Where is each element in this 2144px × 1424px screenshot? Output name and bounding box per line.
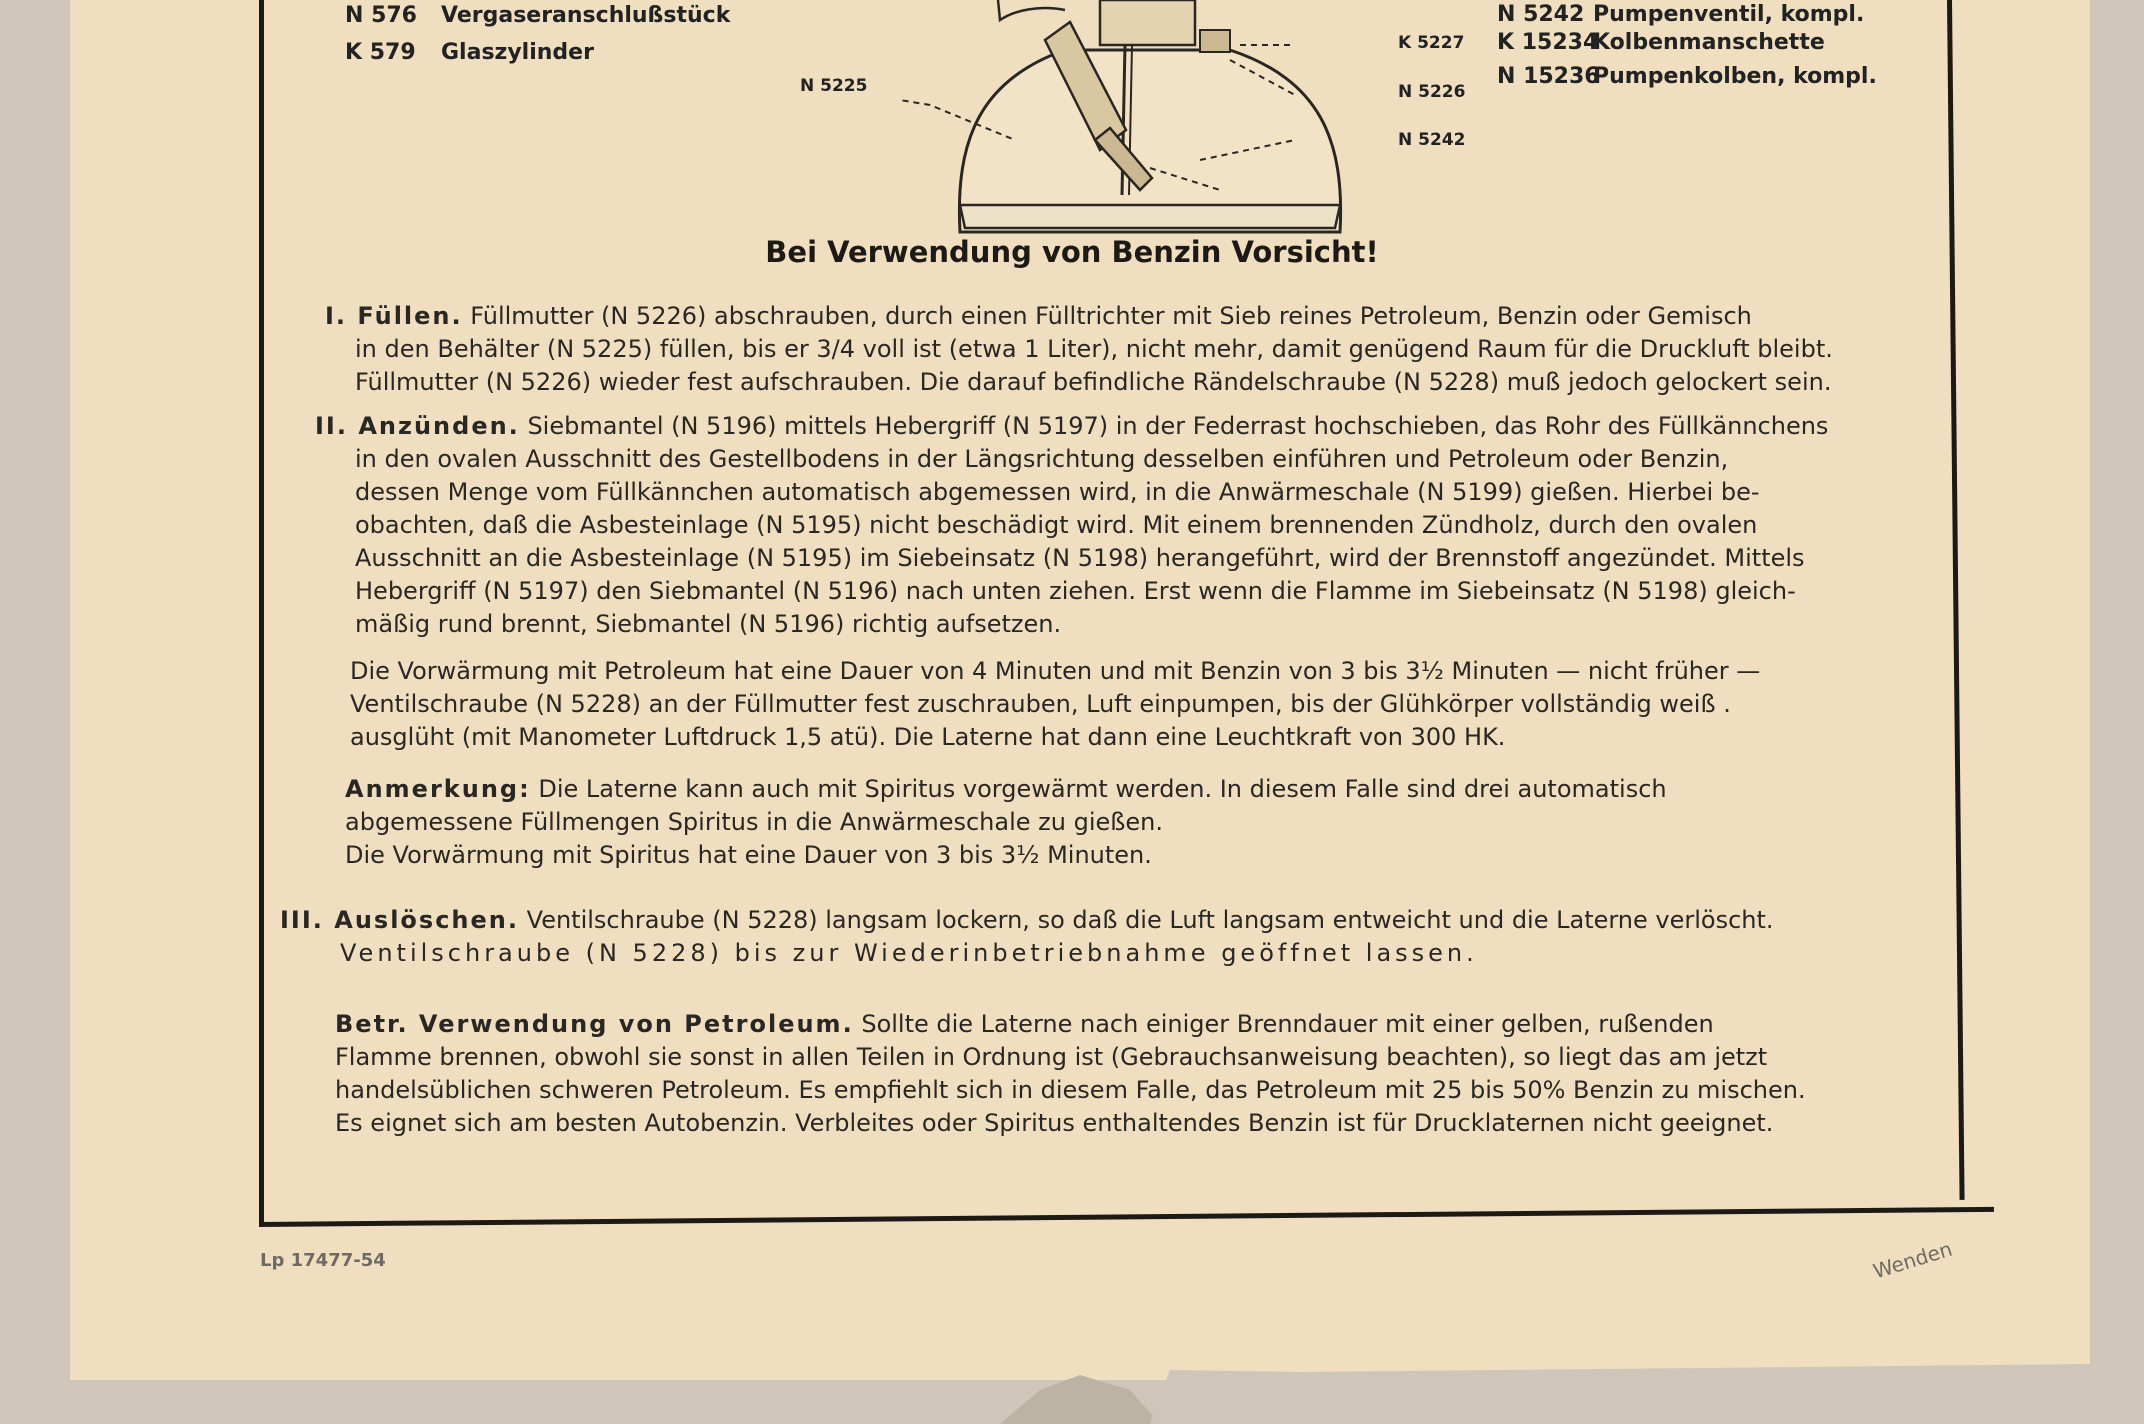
text-line: Füllmutter (N 5226) abschrauben, durch einen Fülltrichter mit Sieb reines Petroleum, Benzin oder Gemisch xyxy=(470,302,1752,330)
text-line: Ventilschraube (N 5228) an der Füllmutter fest zuschrauben, Luft einpumpen, bis der Glühkörper vollständig weiß . xyxy=(350,690,1731,718)
part-code: N 576 xyxy=(345,3,417,28)
section-lighting-preheat xyxy=(350,655,1760,754)
part-label: Pumpenventil, kompl. xyxy=(1593,2,1865,27)
parts-list-right-item xyxy=(1497,32,1825,54)
section-label: Anmerkung: xyxy=(345,775,531,803)
section-label: II. Anzünden. xyxy=(315,412,520,440)
part-label: Pumpenkolben, kompl. xyxy=(1593,64,1877,89)
text-line: Es eignet sich am besten Autobenzin. Verbleites oder Spiritus enthaltendes Benzin ist für Drucklaternen nicht geeignet. xyxy=(335,1109,1774,1137)
text-line: Die Vorwärmung mit Spiritus hat eine Dauer von 3 bis 3½ Minuten. xyxy=(345,841,1152,869)
text-line: mäßig rund brennt, Siebmantel (N 5196) richtig aufsetzen. xyxy=(355,610,1062,638)
part-code: N 15236 xyxy=(1497,64,1600,89)
text-line: Flamme brennen, obwohl sie sonst in allen Teilen in Ordnung ist (Gebrauchsanweisung beachten), so liegt das am jetzt xyxy=(335,1043,1768,1071)
parts-list-left-item xyxy=(345,5,730,27)
diagram-callout: N 5242 xyxy=(1398,130,1466,150)
section-label: I. Füllen. xyxy=(325,302,463,330)
section-note xyxy=(345,773,1667,872)
text-line: Füllmutter (N 5226) wieder fest aufschrauben. Die darauf befindliche Rändelschraube (N 5228) muß jedoch gelockert sein. xyxy=(355,368,1832,396)
part-code: K 15234 xyxy=(1497,30,1599,55)
text-line: Ausschnitt an die Asbesteinlage (N 5195) im Siebeinsatz (N 5198) herangeführt, wird der Brennstoff angezündet. Mittels xyxy=(355,544,1805,572)
lantern-base-diagram xyxy=(900,0,1460,240)
text-line: Siebmantel (N 5196) mittels Hebergriff (N 5197) in der Federrast hochschieben, das Rohr des Füllkännchens xyxy=(527,412,1829,440)
part-code: K 579 xyxy=(345,40,416,65)
text-line: in den Behälter (N 5225) füllen, bis er 3/4 voll ist (etwa 1 Liter), nicht mehr, damit genügend Raum für die Druckluft bleibt. xyxy=(355,335,1833,363)
parts-list-left-item xyxy=(345,42,594,64)
diagram-callout: K 5227 xyxy=(1398,33,1465,53)
text-line: Die Vorwärmung mit Petroleum hat eine Dauer von 4 Minuten und mit Benzin von 3 bis 3½ Minuten — nicht früher — xyxy=(350,657,1761,685)
diagram-callout: N 5225 xyxy=(800,76,868,96)
text-line: Die Laterne kann auch mit Spiritus vorgewärmt werden. In diesem Falle sind drei automatisch xyxy=(538,775,1667,803)
parts-list-right-item xyxy=(1497,66,1877,88)
section-filling xyxy=(325,300,1833,399)
part-code: N 5242 xyxy=(1497,2,1585,27)
torn-edge xyxy=(0,1300,2144,1424)
text-line: Hebergriff (N 5197) den Siebmantel (N 5196) nach unten ziehen. Erst wenn die Flamme im Siebeinsatz (N 5198) gleich- xyxy=(355,577,1796,605)
turn-over-note: Wenden xyxy=(1870,1236,1955,1284)
text-line: Sollte die Laterne nach einiger Brenndauer mit einer gelben, rußenden xyxy=(861,1010,1714,1038)
part-label: Kolbenmanschette xyxy=(1593,30,1825,55)
part-label: Vergaseranschlußstück xyxy=(441,3,731,28)
text-line: abgemessene Füllmengen Spiritus in die Anwärmeschale zu gießen. xyxy=(345,808,1163,836)
text-line: in den ovalen Ausschnitt des Gestellbodens in der Längsrichtung desselben einführen und Petroleum oder Benzin, xyxy=(355,445,1729,473)
diagram-callout: N 5226 xyxy=(1398,82,1466,102)
frame-border-left xyxy=(259,0,264,1225)
part-label: Glaszylinder xyxy=(441,40,594,65)
text-line: Ventilschraube (N 5228) bis zur Wiederinbetriebnahme geöffnet lassen. xyxy=(340,939,1478,967)
section-lighting xyxy=(315,410,1828,641)
section-extinguishing xyxy=(280,904,1774,970)
parts-list-right-item xyxy=(1497,4,1864,26)
text-line: obachten, daß die Asbesteinlage (N 5195) nicht beschädigt wird. Mit einem brennenden Zündholz, durch den ovalen xyxy=(355,511,1758,539)
text-line: Ventilschraube (N 5228) langsam lockern, so daß die Luft langsam entweicht und die Laterne verlöscht. xyxy=(526,906,1774,934)
text-line: ausglüht (mit Manometer Luftdruck 1,5 atü). Die Laterne hat dann eine Leuchtkraft von 300 HK. xyxy=(350,723,1506,751)
section-petroleum xyxy=(335,1008,1806,1140)
printer-mark: Lp 17477-54 xyxy=(260,1250,386,1271)
warning-heading: Bei Verwendung von Benzin Vorsicht! xyxy=(765,235,1379,269)
section-label: III. Auslöschen. xyxy=(280,906,519,934)
text-line: handelsüblichen schweren Petroleum. Es empfiehlt sich in diesem Falle, das Petroleum mit 25 bis 50% Benzin zu mischen. xyxy=(335,1076,1806,1104)
text-line: dessen Menge vom Füllkännchen automatisch abgemessen wird, in die Anwärmeschale (N 5199) gießen. Hierbei be- xyxy=(355,478,1760,506)
section-label: Betr. Verwendung von Petroleum. xyxy=(335,1010,854,1038)
